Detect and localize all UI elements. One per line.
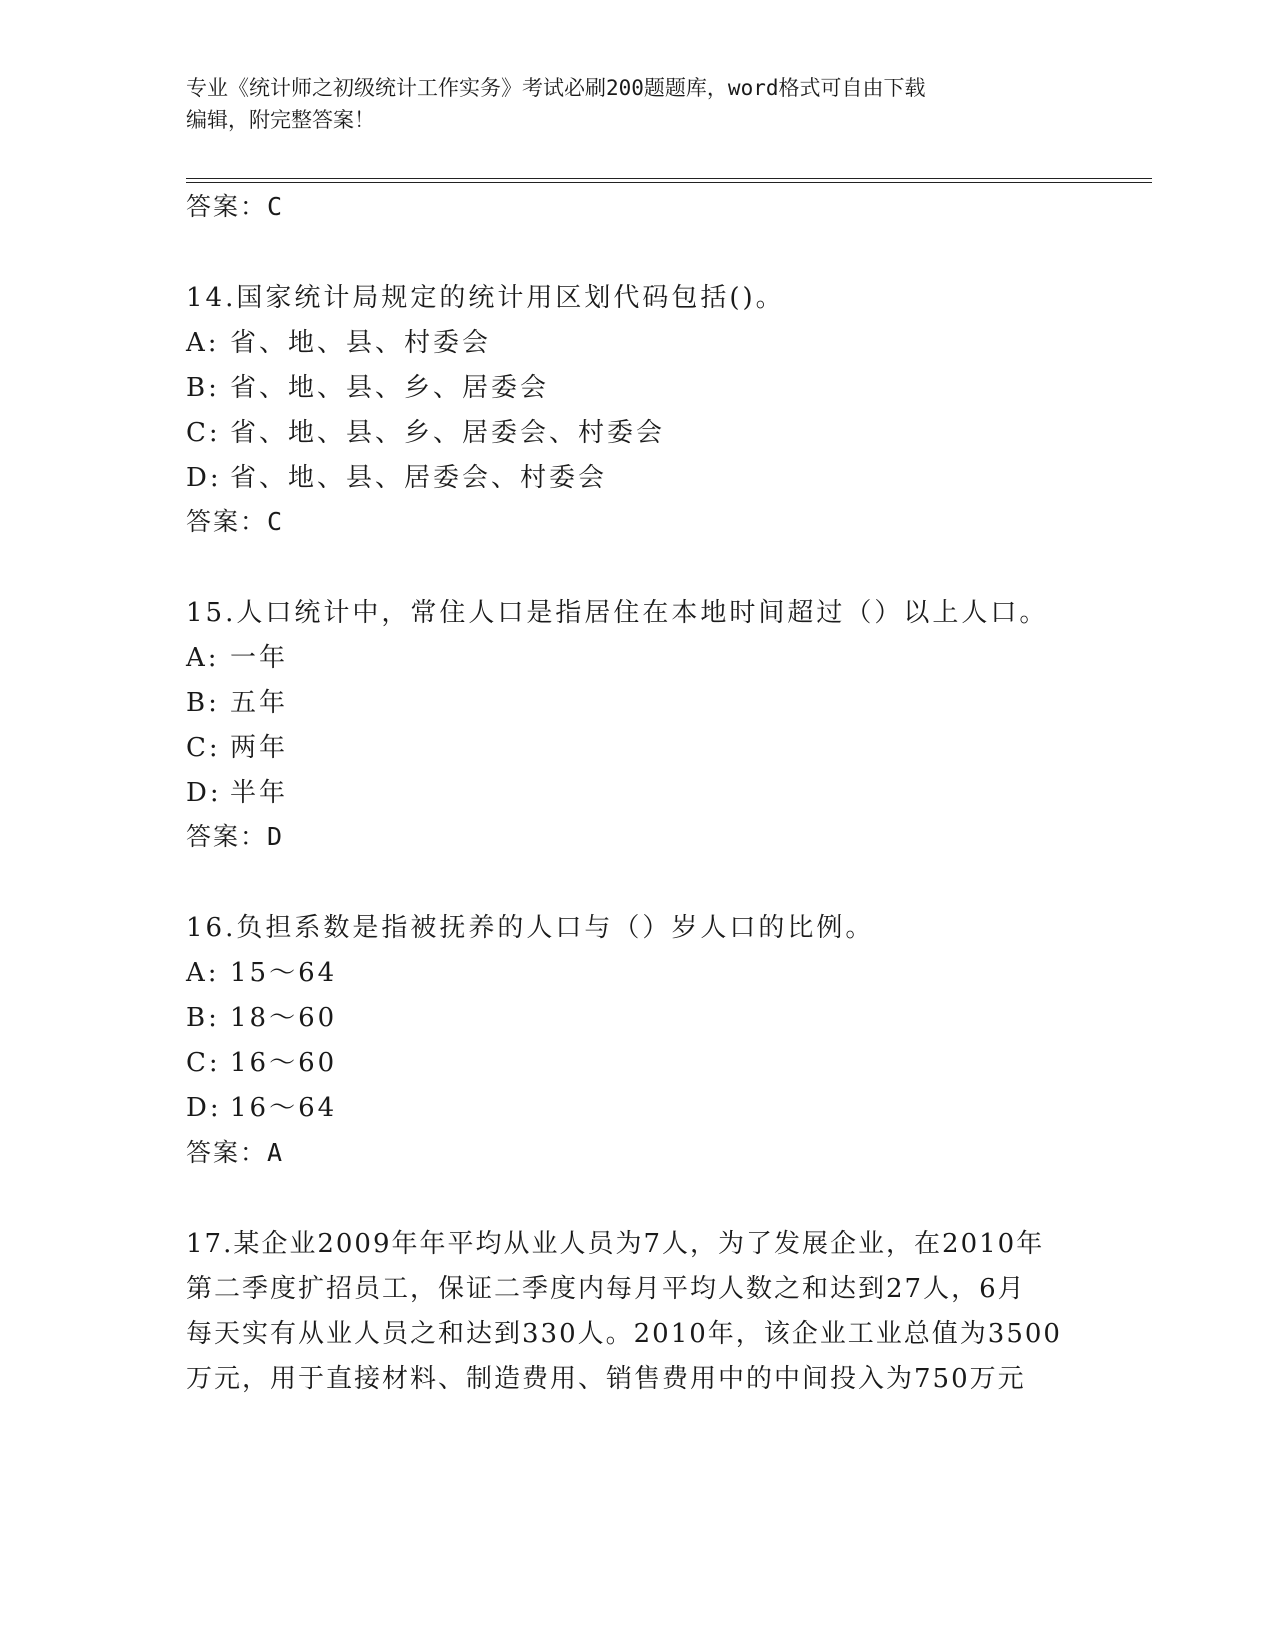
option-c — [186, 726, 1086, 771]
option-text: 15～64 — [230, 958, 338, 988]
option-b — [186, 996, 1086, 1041]
option-text: 省、地、县、村委会 — [230, 328, 492, 358]
option-d — [186, 1086, 1086, 1131]
option-text: 16～64 — [230, 1093, 338, 1123]
question-14 — [186, 276, 1086, 501]
option-c — [186, 411, 1086, 456]
option-letter: B: — [186, 373, 220, 403]
answer-value: C — [267, 192, 285, 221]
option-b — [186, 366, 1086, 411]
option-text: 省、地、县、居委会、村委会 — [230, 463, 608, 493]
question-17-line-1: 17.某企业2009年年平均从业人员为7人，为了发展企业，在2010年 — [186, 1229, 1045, 1259]
answer-label: 答案： — [186, 192, 268, 221]
header-rule-top — [186, 178, 1152, 179]
option-a — [186, 636, 1086, 681]
answer-16 — [186, 1136, 284, 1170]
option-a — [186, 951, 1086, 996]
option-c — [186, 1041, 1086, 1086]
option-letter: C: — [186, 418, 221, 448]
option-d — [186, 456, 1086, 501]
header-line-1: 专业《统计师之初级统计工作实务》考试必刷200题题库，word格式可自由下载 — [186, 76, 926, 100]
option-letter: C: — [186, 1048, 221, 1078]
answer-label: 答案： — [186, 822, 268, 851]
answer-value: D — [267, 822, 285, 851]
option-letter: D: — [186, 778, 222, 808]
header-line-2: 编辑，附完整答案！ — [186, 108, 375, 132]
question-stem: 16.负担系数是指被抚养的人口与（）岁人口的比例。 — [186, 913, 875, 943]
question-15 — [186, 591, 1086, 816]
option-letter: A: — [186, 328, 220, 358]
option-d — [186, 771, 1086, 816]
option-b — [186, 681, 1086, 726]
answer-value: C — [267, 507, 285, 536]
option-text: 两年 — [230, 733, 289, 763]
option-text: 18～60 — [230, 1003, 338, 1033]
option-text: 一年 — [230, 643, 289, 673]
option-letter: B: — [186, 1003, 220, 1033]
answer-label: 答案： — [186, 1138, 268, 1167]
question-17 — [186, 1222, 1086, 1402]
question-17-line-4: 万元，用于直接材料、制造费用、销售费用中的中间投入为750万元 — [186, 1364, 1026, 1394]
question-17-line-3: 每天实有从业人员之和达到330人。2010年，该企业工业总值为3500 — [186, 1319, 1062, 1349]
option-text: 半年 — [230, 778, 289, 808]
question-16 — [186, 906, 1086, 1131]
answer-value: A — [267, 1138, 285, 1167]
option-letter: B: — [186, 688, 220, 718]
question-17-line-2: 第二季度扩招员工，保证二季度内每月平均人数之和达到27人，6月 — [186, 1274, 1026, 1304]
option-text: 五年 — [230, 688, 289, 718]
option-letter: A: — [186, 643, 220, 673]
option-text: 16～60 — [230, 1048, 338, 1078]
option-a — [186, 321, 1086, 366]
header-rule-bottom — [186, 182, 1152, 183]
answer-prev — [186, 190, 284, 224]
question-stem: 14.国家统计局规定的统计用区划代码包括()。 — [186, 283, 785, 313]
question-stem: 15.人口统计中，常住人口是指居住在本地时间超过（）以上人口。 — [186, 598, 1049, 628]
option-letter: D: — [186, 463, 222, 493]
option-text: 省、地、县、乡、居委会、村委会 — [230, 418, 666, 448]
option-letter: C: — [186, 733, 221, 763]
answer-label: 答案： — [186, 507, 268, 536]
option-text: 省、地、县、乡、居委会 — [230, 373, 550, 403]
answer-14 — [186, 505, 284, 539]
answer-15 — [186, 820, 284, 854]
document-header — [186, 72, 1066, 136]
option-letter: A: — [186, 958, 220, 988]
option-letter: D: — [186, 1093, 222, 1123]
